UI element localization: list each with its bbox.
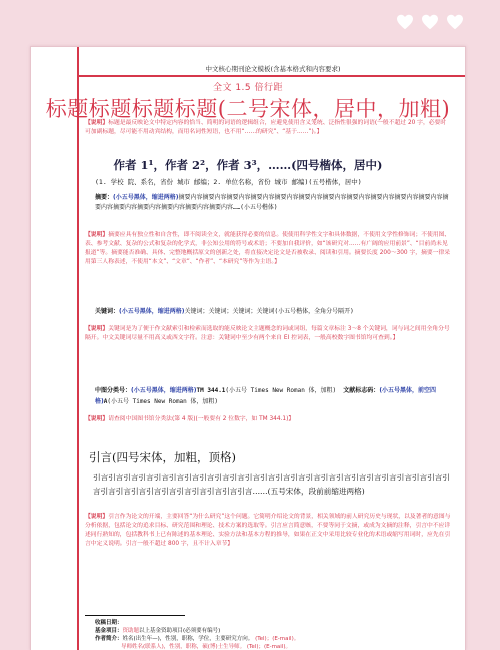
keywords-label: 关键词： <box>95 308 120 315</box>
footnotes: 收稿日期： 基金项目：资助题以上基金资助项目(必须要有编号) 作者简介：姓名(出生年—)，性别，职称，学位，主要研究方向。 (Tel)；(E-mail)。 导师姓名(联系人)，性别，职称，硕(博)士生导师。 (Tel)；(E-mail)。 <box>95 620 300 650</box>
intro-heading: 引言(四号宋体，加粗，顶格) <box>89 450 236 464</box>
running-header: 中文核心期刊论文模板(含基本格式和内容要求) <box>205 65 341 73</box>
heart-icon <box>446 14 464 30</box>
keywords-note: 【说明】关键词是为了便于作文献索引和检索而选取的能反映论文主题概念的词或词组，每篇文章标注 3～8 个关键词，词与词之间用全角分号隔开。中文关键词尽量不用高义或西文字符。注意：关键词中至少有两个来自 EI 控词表，一般高校数字图书馆均可查到。】 <box>85 326 450 341</box>
intro-text: 引言引言引言引言引言引言引言引言引言引言引言引言引言引言引言引言引言引言引言引言引言引言引言引言引言引言引言引言引言引言引言引言引言引言……(五号宋体，段前前缩进两格) <box>93 473 450 496</box>
heart-icon <box>421 14 439 30</box>
keywords-block: 关键词：(小五号黑体，缩进两格)关键词；关键词；关键词；关键词(小五号楷体，全角分号隔开) <box>95 308 354 315</box>
header-rule <box>77 75 465 77</box>
title-note: 【说明】标题是最反映论文中特定内容的恰当、简明的词语的逻辑组合，应避免使用含义笼统、泛指性很强的词语(一般不超过 20 字，必要时可加副标题，尽可能不用动宾结构，而用名词性短语，也不用“……的研究”、“基于……”)。】 <box>85 120 447 135</box>
document-page <box>30 46 466 650</box>
line-spacing-note: 全文 1.5 倍行距 <box>212 83 284 93</box>
author-line: 作者 1¹，作者 2²，作者 3³，……(四号楷体，居中) <box>113 158 383 172</box>
footnote-rule <box>85 615 185 616</box>
affiliation-line: (1. 学校 院、系名，省份 城市 邮编；2. 单位名称，省份 城市 邮编)(五号楷体，居中) <box>95 178 362 186</box>
hearts-decoration <box>396 14 464 30</box>
heart-icon <box>396 14 414 30</box>
paper-title: 标题标题标题标题(二号宋体，居中，加粗) <box>45 97 451 121</box>
intro-note: 【说明】引言作为论文的开端，主要回答“为什么研究”这个问题。它简明介绍论文的背景，相关领域的前人研究历史与现状，以及著者的意图与分析依据，包括论文的追求目标、研究范围和理论、技术方案的选取等。引言应言简意赅，不要等同于文摘，或成为文摘的注释，引言中不应详述同行熟知的，包括教科书上已有陈述的基本理论、实验方法和基本方程的推导，如果在正文中采用比较专业化的术语或缩写用词时，应先在引言中定义说明。引言一般不超过 800 字，且不计入章节】 <box>85 514 451 547</box>
classification-note: 【说明】请查阅中国图书馆分类法(第 4 版)(一般要有 2 位数字，如 TM 344.1)】 <box>85 416 295 422</box>
margin-line <box>77 47 79 650</box>
classification-block: 中图分类号：(小五号黑体，缩进两格)TM 344.1(小五号 Times New Roman 体，加粗) 文献标志码：(小五号黑体，前空四格)A(小五号 Times New Roman 体，加粗) <box>95 387 437 405</box>
abstract-block: 摘要：(小五号黑体，缩进两格)摘要内容摘要内容摘要内容摘要内容摘要内容摘要内容摘要内容摘要内容摘要内容摘要内容摘要内容摘要内容摘要内容摘要内容摘要内容摘要内容摘要内容……(小五号楷体) <box>95 194 449 211</box>
abstract-note: 【说明】摘要应具有独立性和自含性，即不阅读全文，就能获得必要的信息。使使用科学性文字和具体数据，不使用文学性修饰词；不使用图、表、参考文献、复杂的公式和复杂的化学式，非公知公用的符号或术语；不要加自我评价，如“该研究对……有广阔的应用前景”、“目前尚未见报道”等。摘要能否准确、具体、完整地概括原文的创新之处，将直接决定论文是否被收录、阅读和引用。摘要长度 200～300 字，摘要一律采用第三人称表述，不使用“本文”、“文章”、“作者”、“本研究”等作为主语。】 <box>85 232 451 265</box>
abstract-label: 摘要： <box>95 194 114 201</box>
